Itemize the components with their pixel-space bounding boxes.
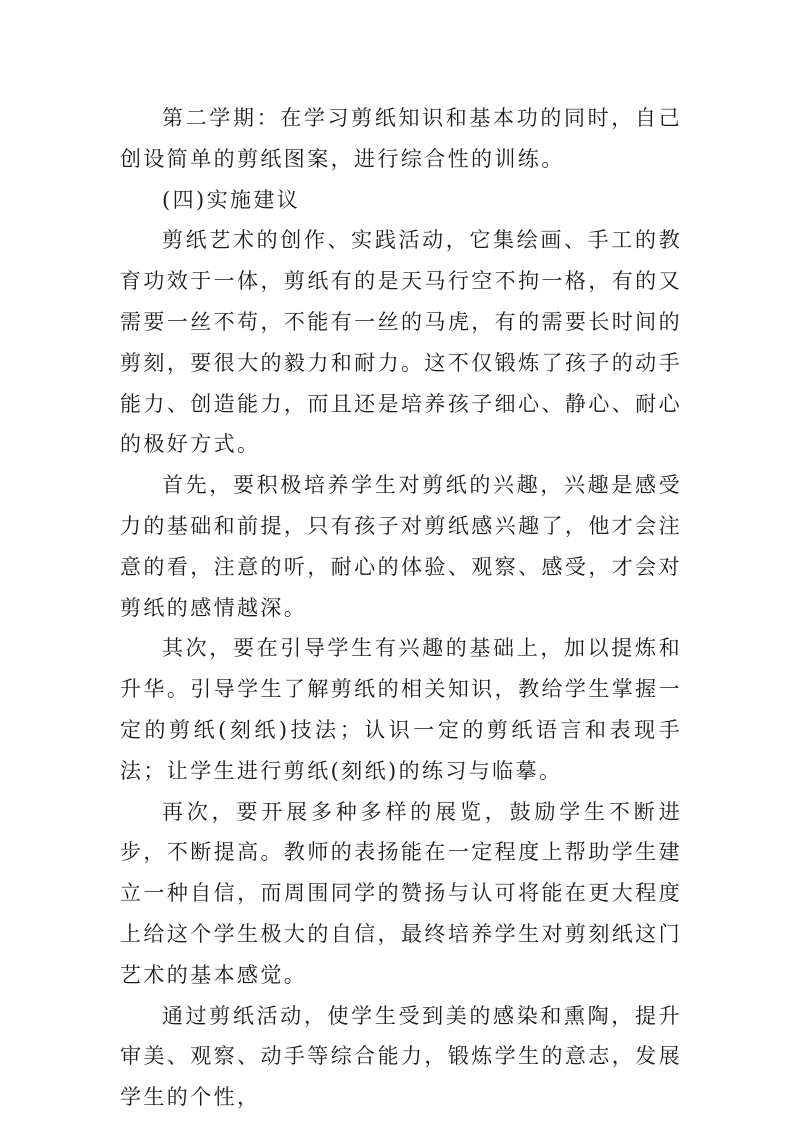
section-heading-implementation: (四)实施建议 xyxy=(162,187,301,212)
document-body xyxy=(120,98,682,1118)
paragraph-third-exhibition: 再次，要开展多种多样的展览，鼓励学生不断进步，不断提高。教师的表扬能在一定程度上帮助学生建立一种自信，而周围同学的赞扬与认可将能在更大程度上给这个学生极大的自信，最终培养学生对剪刻纸这门艺术的基本感觉。 xyxy=(120,799,682,987)
paragraph-through-activities: 通过剪纸活动，使学生受到美的感染和熏陶，提升审美、观察、动手等综合能力，锻炼学生的意志，发展学生的个性， xyxy=(120,1003,682,1110)
paragraph-papercut-art: 剪纸艺术的创作、实践活动，它集绘画、手工的教育功效于一体，剪纸有的是天马行空不拘一格，有的又需要一丝不苟，不能有一丝的马虎，有的需要长时间的剪刻，要很大的毅力和耐力。这不仅锻炼了孩子的动手能力、创造能力，而且还是培养孩子细心、静心、耐心的极好方式。 xyxy=(120,228,682,457)
paragraph-second-semester: 第二学期：在学习剪纸知识和基本功的同时，自己创设简单的剪纸图案，进行综合性的训练。 xyxy=(120,106,682,171)
paragraph-second-guidance: 其次，要在引导学生有兴趣的基础上，加以提炼和升华。引导学生了解剪纸的相关知识，教给学生掌握一定的剪纸(刻纸)技法；认识一定的剪纸语言和表现手法；让学生进行剪纸(刻纸)的练习与临摹。 xyxy=(120,636,682,783)
paragraph-first-interest: 首先，要积极培养学生对剪纸的兴趣，兴趣是感受力的基础和前提，只有孩子对剪纸感兴趣了，他才会注意的看，注意的听，耐心的体验、观察、感受，才会对剪纸的感情越深。 xyxy=(120,473,682,620)
